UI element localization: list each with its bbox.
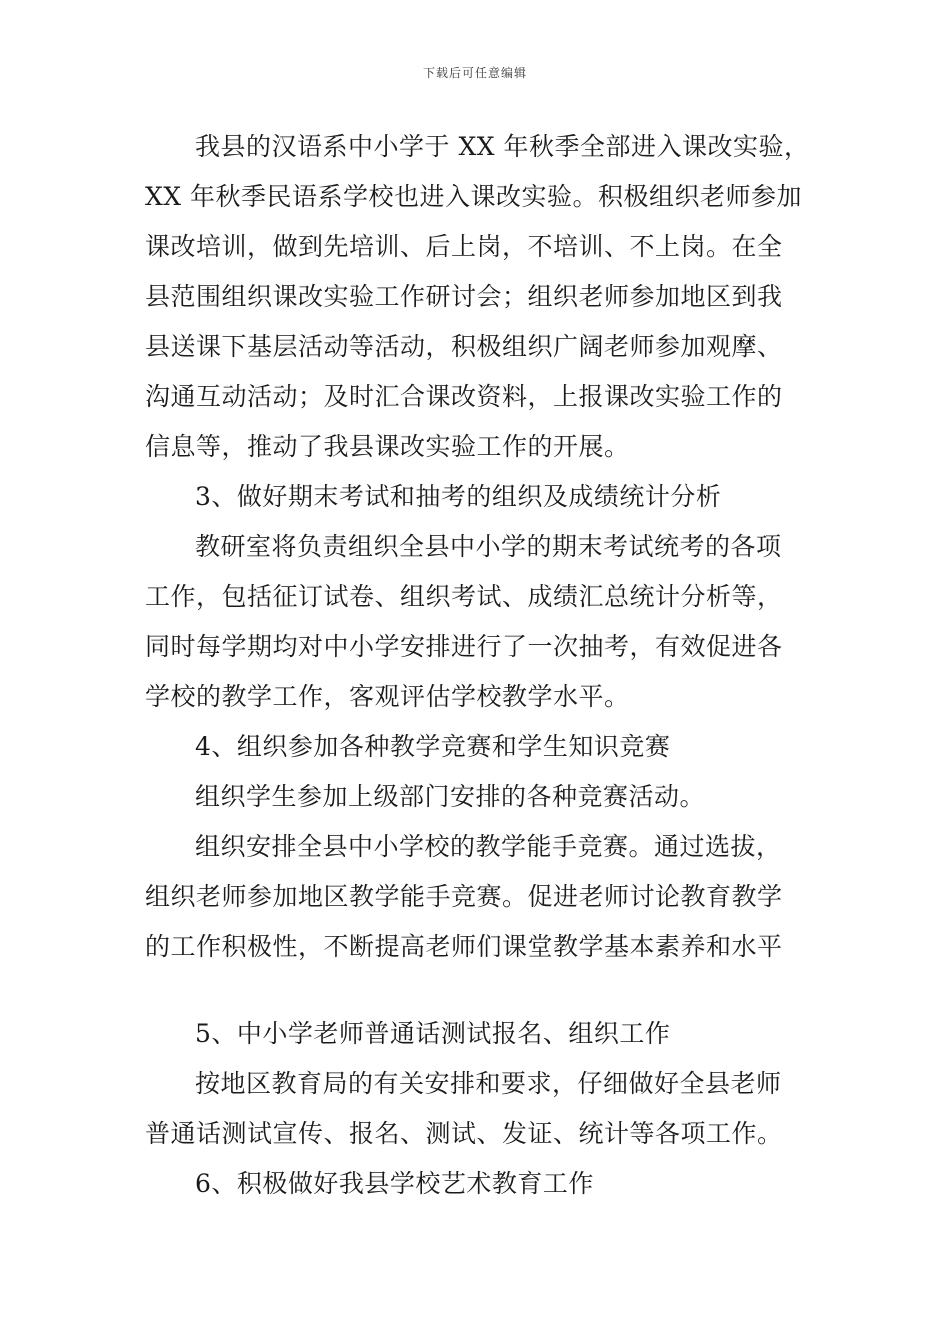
paragraph-line: 组织老师参加地区教学能手竞赛。促进老师讨论教育教学	[145, 882, 783, 911]
paragraph-line: 工作，包括征订试卷、组织考试、成绩汇总统计分析等，	[145, 582, 783, 611]
paragraph-line: 县送课下基层活动等活动，积极组织广阔老师参加观摩、	[145, 332, 783, 361]
paragraph-line: 教研室将负责组织全县中小学的期末考试统考的各项	[195, 532, 782, 561]
section-heading: 4、组织参加各种教学竞赛和学生知识竞赛	[195, 732, 671, 761]
paragraph-line: 课改培训，做到先培训、后上岗，不培训、不上岗。在全	[145, 232, 783, 261]
document-body	[145, 122, 810, 1209]
paragraph-line: 县范围组织课改实验工作研讨会；组织老师参加地区到我	[145, 282, 783, 311]
paragraph-line: 组织学生参加上级部门安排的各种竞赛活动。	[195, 782, 706, 811]
paragraph-line: XX 年秋季民语系学校也进入课改实验。积极组织老师参加	[145, 182, 803, 211]
paragraph-line: 按地区教育局的有关安排和要求，仔细做好全县老师	[195, 1069, 782, 1098]
section-heading: 5、中小学老师普通话测试报名、组织工作	[195, 1019, 671, 1048]
paragraph-line: 我县的汉语系中小学于 XX 年秋季全部进入课改实验，	[195, 132, 810, 161]
paragraph-line: 信息等，推动了我县课改实验工作的开展。	[145, 432, 630, 461]
paragraph-line: 组织安排全县中小学校的教学能手竞赛。通过选拔，	[195, 832, 782, 861]
paragraph-line: 同时每学期均对中小学安排进行了一次抽考，有效促进各	[145, 632, 783, 661]
paragraph-line: 普通话测试宣传、报名、测试、发证、统计等各项工作。	[145, 1119, 783, 1148]
paragraph-gap	[145, 972, 810, 1009]
paragraph-line: 的工作积极性，不断提高老师们课堂教学基本素养和水平	[145, 932, 783, 961]
paragraph-line: 沟通互动活动；及时汇合课改资料，上报课改实验工作的	[145, 382, 783, 411]
page-header: 下载后可任意编辑	[422, 66, 527, 80]
section-heading: 6、积极做好我县学校艺术教育工作	[195, 1169, 594, 1198]
section-heading: 3、做好期末考试和抽考的组织及成绩统计分析	[195, 482, 722, 511]
paragraph-line: 学校的教学工作，客观评估学校教学水平。	[145, 682, 630, 711]
